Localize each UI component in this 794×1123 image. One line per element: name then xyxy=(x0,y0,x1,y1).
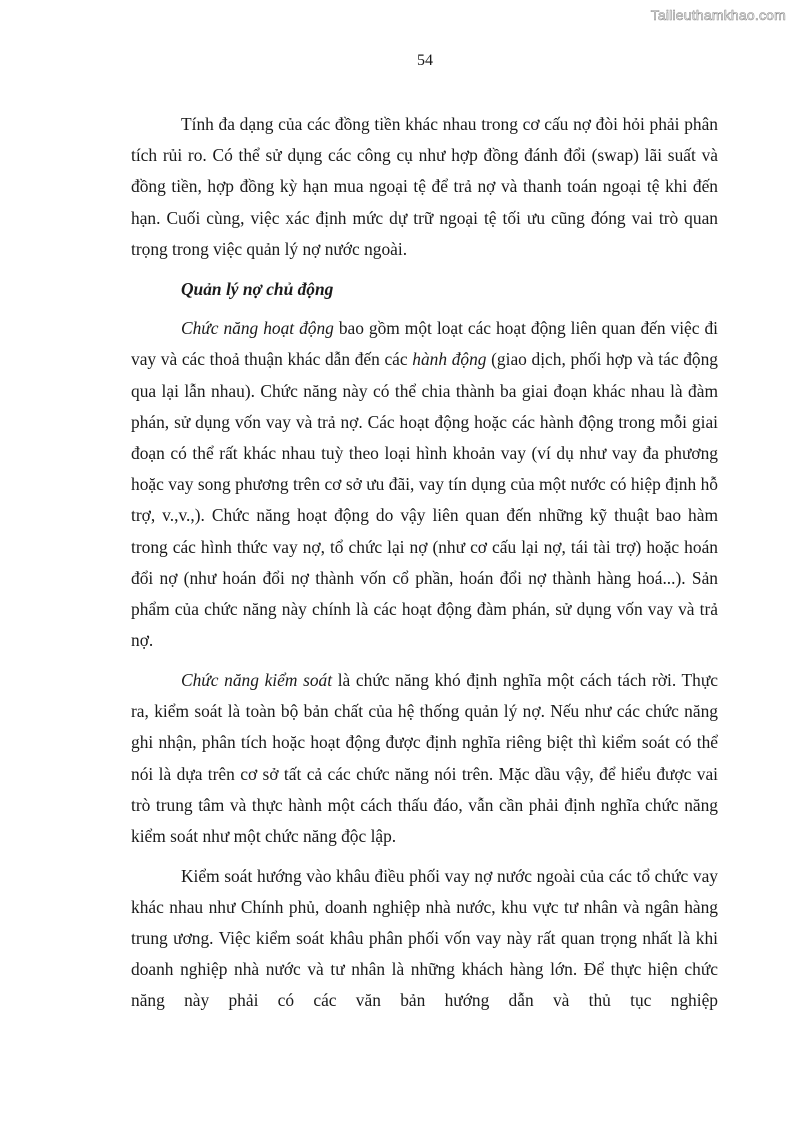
paragraph-text: (giao dịch, phối hợp và tác động qua lại lẫn nhau). Chức năng này có thể chia thành ba giai đoạn khác nhau là đàm phán, sử dụng vốn vay và trả nợ. Các hoạt động hoặc các hành động trong mỗi giai đoạn có thể rất khác nhau tuỳ theo loại hình khoản vay (ví dụ như vay đa phương hoặc vay song phương trên cơ sở ưu đãi, vay tín dụng của một nước có hiệp định hỗ trợ, v.,v.,). Chức năng hoạt động do vậy liên quan đến những kỹ thuật bao hàm trong các hình thức vay nợ, tổ chức lại nợ (như cơ cấu lại nợ, tái tài trợ) hoặc hoán đổi nợ (như hoán đổi nợ thành vốn cổ phần, hoán đổi nợ thành hàng hoá...). Sản phẩm của chức năng này chính là các hoạt động đàm phán, sử dụng vốn vay và trả nợ. xyxy=(131,349,718,651)
paragraph-currency-risk: Tính đa dạng của các đồng tiền khác nhau trong cơ cấu nợ đòi hỏi phải phân tích rủi ro. Có thể sử dụng các công cụ như hợp đồng đánh đổi (swap) lãi suất và đồng tiền, hợp đồng kỳ hạn mua ngoại tệ để trả nợ và thanh toán ngoại tệ khi đến hạn. Cuối cùng, việc xác định mức dự trữ ngoại tệ tối ưu cũng đóng vai trò quan trọng trong việc quản lý nợ nước ngoài. xyxy=(131,114,718,259)
term-operational-function: Chức năng hoạt động xyxy=(181,318,334,339)
section-heading-active-debt-management: Quản lý nợ chủ động xyxy=(181,278,334,299)
paragraph-operational-function xyxy=(131,313,718,656)
paragraph-text: là chức năng khó định nghĩa một cách tách rời. Thực ra, kiểm soát là toàn bộ bản chất của hệ thống quản lý nợ. Nếu như các chức năng ghi nhận, phân tích hoặc hoạt động được định nghĩa riêng biệt thì kiểm soát có thể nói là dựa trên cơ sở tất cả các chức năng nói trên. Mặc dầu vậy, để hiểu được vai trò trung tâm và thực hành một cách thấu đáo, vẫn cần phải định nghĩa chức năng kiểm soát như một chức năng độc lập. xyxy=(131,669,718,846)
document-body xyxy=(131,109,718,1025)
site-watermark: Tailieuthamkhao.com xyxy=(650,7,786,23)
paragraph-text: bao gồm một loạt các hoạt động liên quan đến việc đi vay và các thoả thuận khác dẫn đến các xyxy=(131,318,718,370)
paragraph-control-function xyxy=(131,665,718,852)
page-number: 54 xyxy=(417,52,433,69)
term-control-function: Chức năng kiểm soát xyxy=(181,669,333,690)
paragraph-control-coordination: Kiểm soát hướng vào khâu điều phối vay nợ nước ngoài của các tổ chức vay khác nhau như Chính phủ, doanh nghiệp nhà nước, khu vực tư nhân và ngân hàng trung ương. Việc kiểm soát khâu phân phối vốn vay này rất quan trọng nhất là khi doanh nghiệp nhà nước và tư nhân là những khách hàng lớn. Để thực hiện chức năng này phải có các văn bản hướng dẫn và thủ tục nghiệp xyxy=(131,865,718,1011)
term-actions: hành động xyxy=(412,349,487,370)
